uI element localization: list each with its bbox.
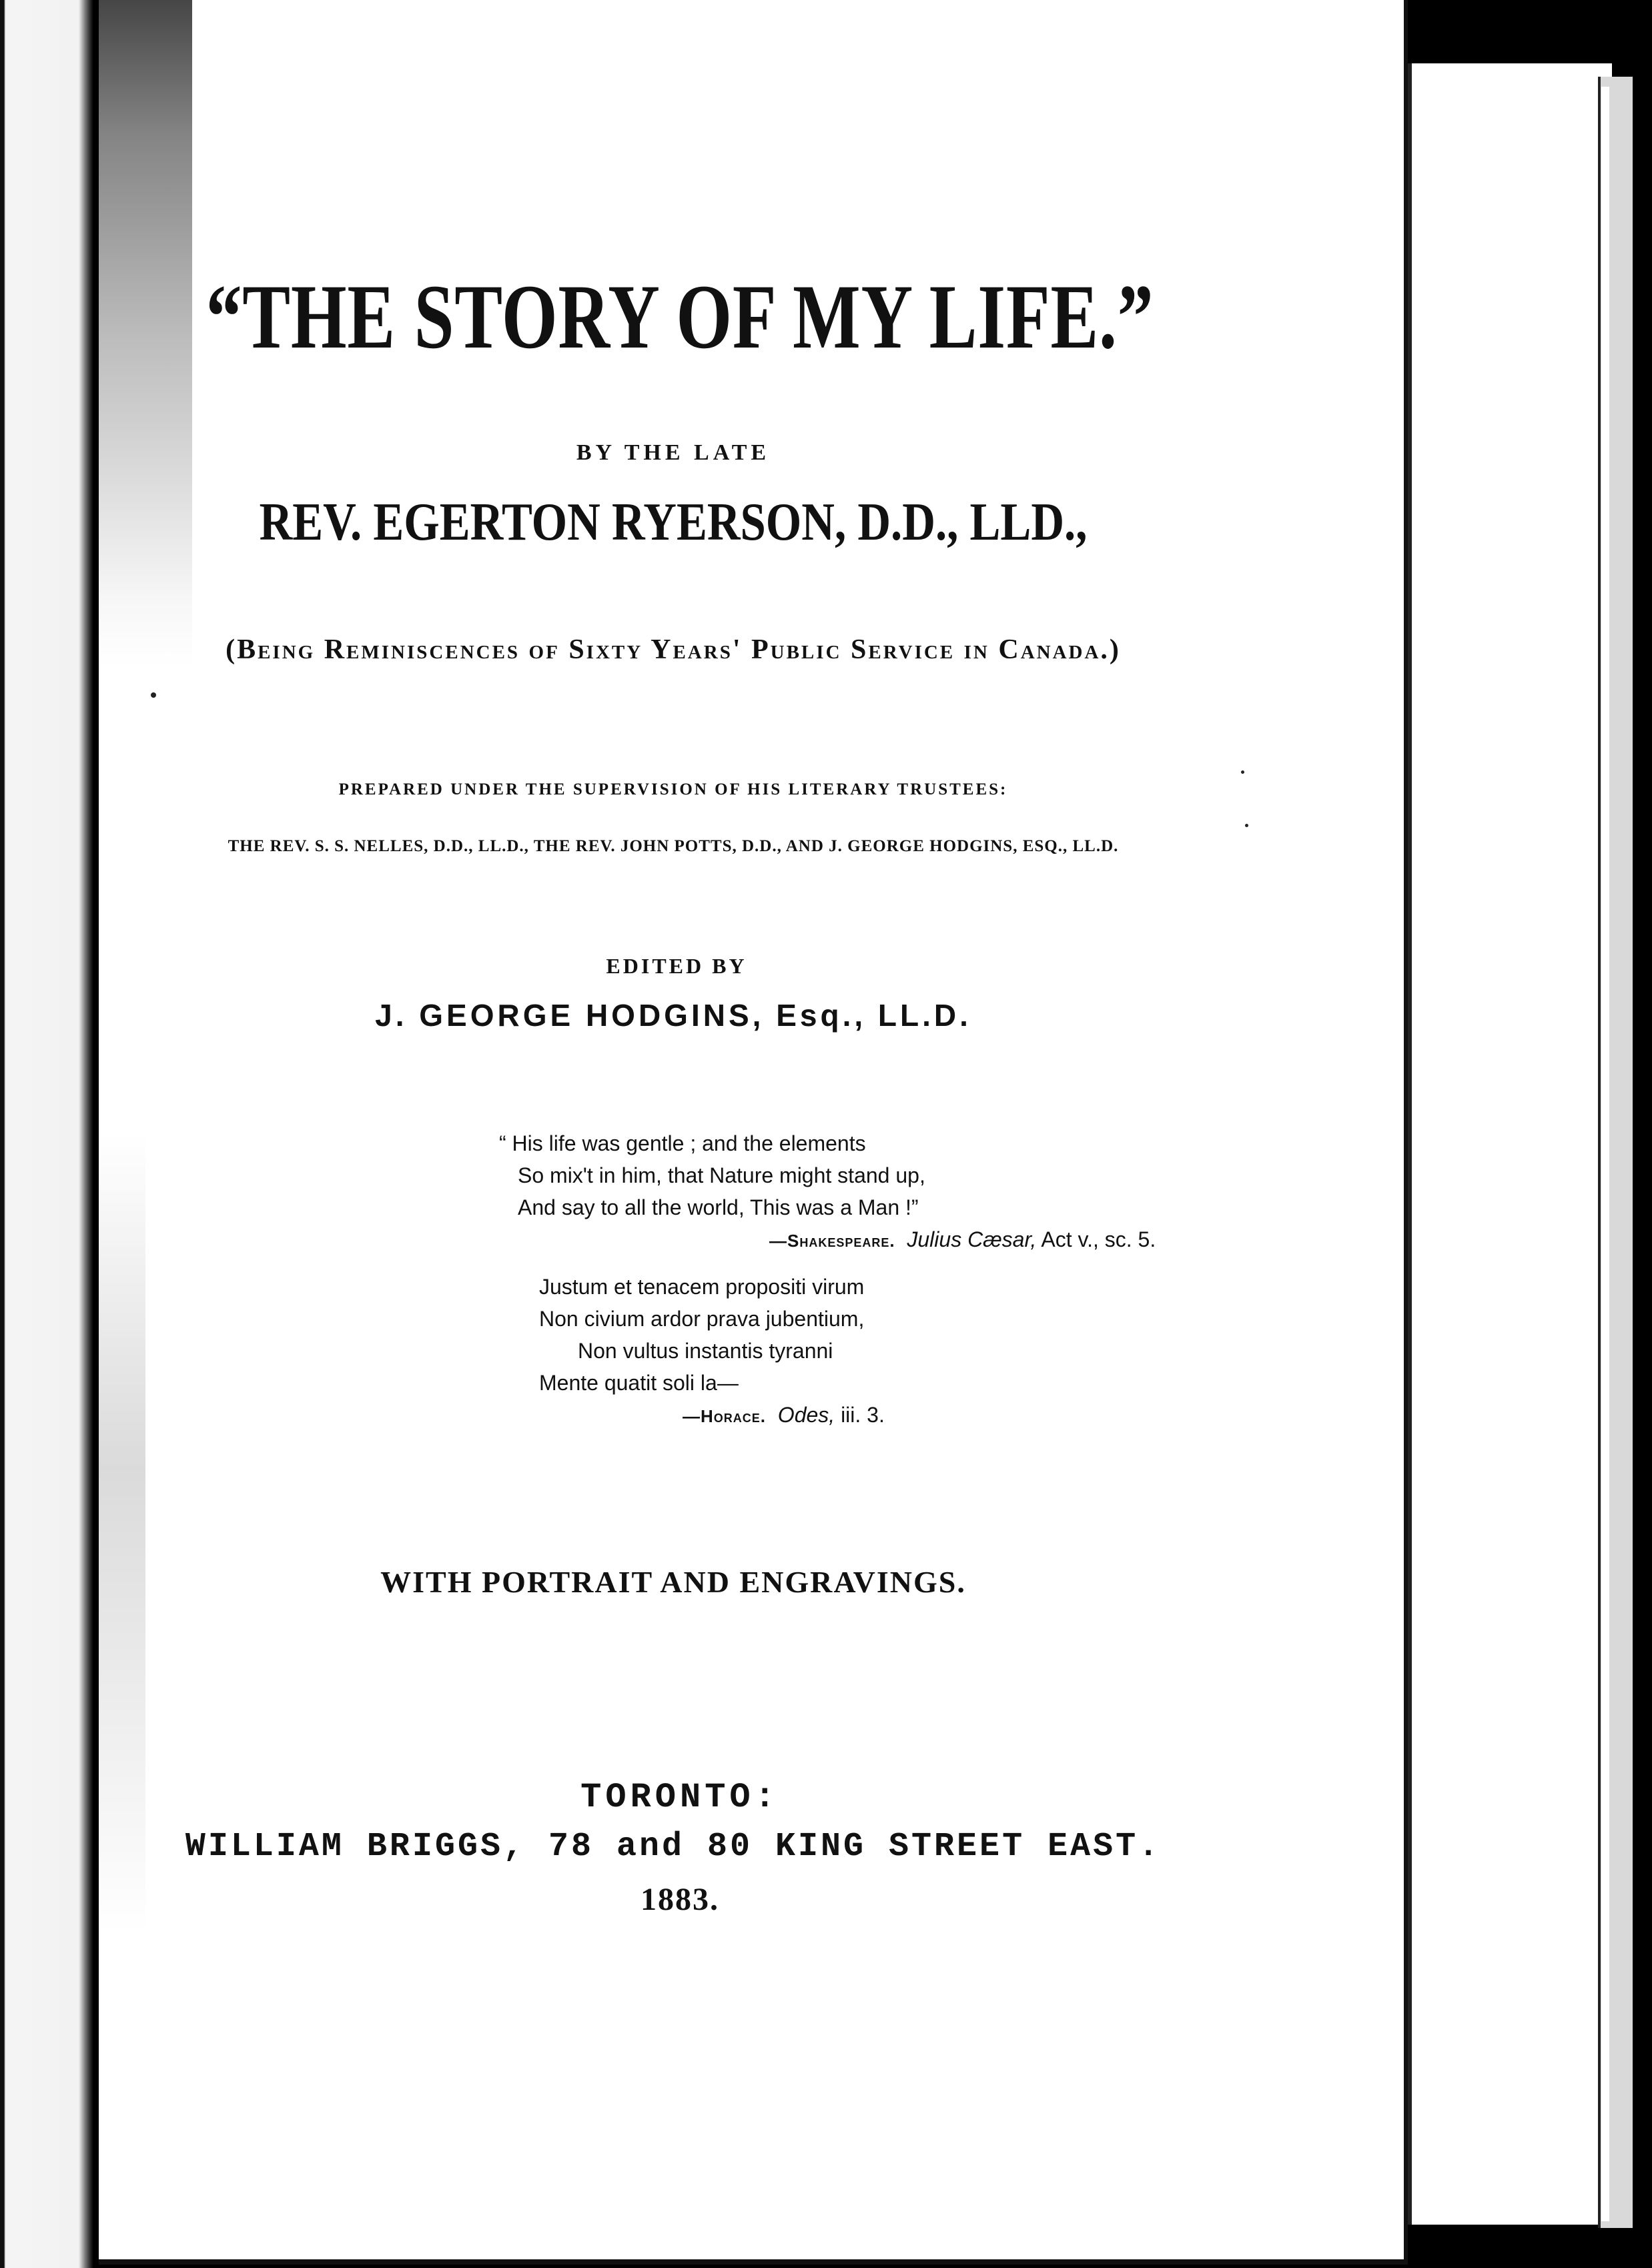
latin-attribution-ref: iii. 3. bbox=[841, 1403, 885, 1427]
imprint-year: 1883. bbox=[641, 1882, 719, 1917]
latin-line: Non civium ardor prava jubentium, bbox=[539, 1307, 865, 1331]
quote-line: “ His life was gentle ; and the elements bbox=[499, 1131, 866, 1155]
quote-line: So mix't in him, that Nature might stand up, bbox=[518, 1163, 925, 1187]
quote-attribution-author: —Shakespeare. bbox=[769, 1231, 895, 1251]
imprint-city: TORONTO: bbox=[580, 1778, 779, 1817]
editor-name: J. GEORGE HODGINS, Esq., LL.D. bbox=[375, 998, 971, 1033]
by-line: BY THE LATE bbox=[576, 440, 771, 465]
latin-attribution bbox=[683, 1399, 1273, 1432]
quote-attribution-work: Julius Cæsar, bbox=[907, 1227, 1037, 1251]
quote-attribution-ref: Act v., sc. 5. bbox=[1041, 1227, 1156, 1251]
latin-attribution-work: Odes, bbox=[777, 1403, 835, 1427]
trustees-line: THE REV. S. S. NELLES, D.D., LL.D., THE REV. JOHN POTTS, D.D., AND J. GEORGE HODGINS, ESQ., LL.D. bbox=[228, 837, 1119, 855]
illustrations-note: WITH PORTRAIT AND ENGRAVINGS. bbox=[380, 1565, 966, 1599]
title-page bbox=[99, 0, 1408, 2265]
latin-line: Non vultus instantis tyranni bbox=[578, 1339, 833, 1363]
shakespeare-quote bbox=[499, 1127, 1300, 1257]
imprint-publisher: WILLIAM BRIGGS, 78 and 80 KING STREET EAST. bbox=[185, 1828, 1162, 1866]
latin-attribution-author: —Horace. bbox=[683, 1406, 767, 1426]
latin-line: Mente quatit soli la— bbox=[539, 1371, 739, 1395]
book-cover-board bbox=[1408, 63, 1612, 2225]
book-title: “THE STORY OF MY LIFE.” bbox=[205, 265, 1154, 368]
book-cover-edge-highlight bbox=[1601, 87, 1609, 2221]
left-page-edge bbox=[0, 0, 93, 2268]
edited-by-label: EDITED BY bbox=[606, 954, 747, 978]
specks bbox=[1241, 770, 1244, 774]
prepared-line: PREPARED UNDER THE SUPERVISION OF HIS LITERARY TRUSTEES: bbox=[338, 780, 1008, 798]
subtitle-text: (Being Reminiscences of Sixty Years' Public Service in Canada.) bbox=[226, 634, 1121, 665]
quote-line: And say to all the world, This was a Man !” bbox=[518, 1195, 919, 1219]
quote-attribution bbox=[769, 1223, 1300, 1257]
author-name: REV. EGERTON RYERSON, D.D., LLD., bbox=[259, 493, 1088, 552]
horace-quote bbox=[539, 1271, 1273, 1432]
specks bbox=[1245, 824, 1248, 827]
latin-line: Justum et tenacem propositi virum bbox=[539, 1275, 865, 1299]
subtitle bbox=[99, 634, 1328, 666]
specks bbox=[151, 692, 156, 698]
